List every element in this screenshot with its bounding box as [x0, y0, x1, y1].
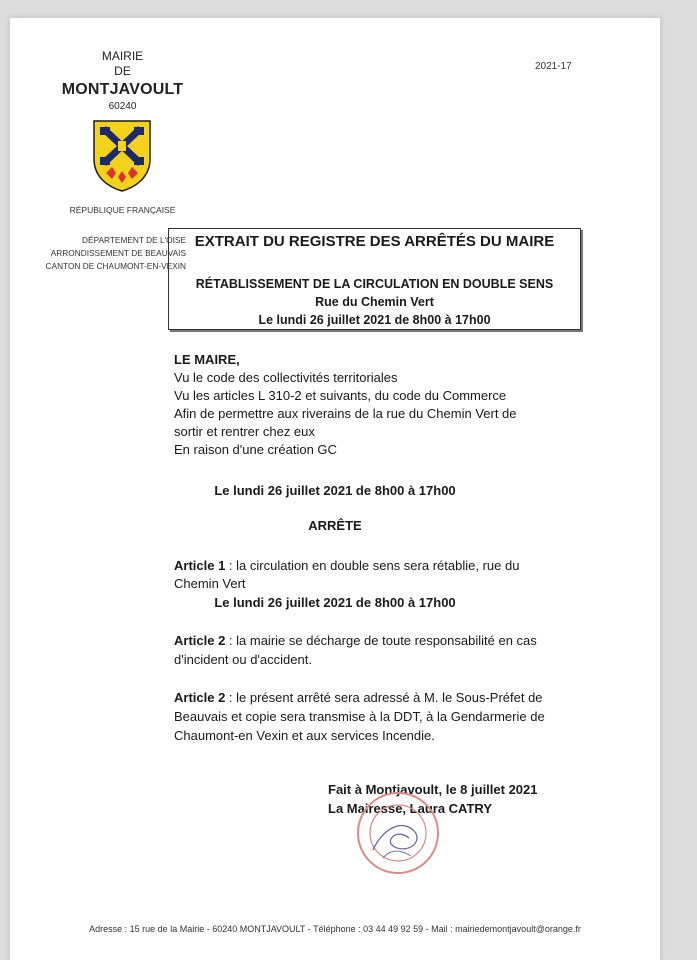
subject-line: RÉTABLISSEMENT DE LA CIRCULATION EN DOUBLE SENS	[195, 277, 554, 291]
document-page	[10, 18, 660, 960]
footer-address: Adresse : 15 rue de la Mairie - 60240 MONTJAVOULT - Téléphone : 03 44 49 92 59 - Mail : mairiedemontjavoult@orange.fr	[89, 924, 581, 934]
town-name: MONTJAVOULT	[61, 81, 184, 98]
preamble-line: Afin de permettre aux riverains de la rue du Chemin Vert de	[174, 406, 517, 421]
preamble-line: Vu les articles L 310-2 et suivants, du code du Commerce	[174, 388, 507, 403]
preamble-line: En raison d'une création GC	[174, 442, 337, 457]
article-label: Article 2	[174, 690, 226, 705]
article-label: Article 1	[174, 558, 226, 573]
article-text: : le présent arrêté sera adressé à M. le Sous-Préfet de	[225, 690, 543, 705]
reference-number: 2021-17	[535, 61, 572, 72]
de-label: DE	[114, 64, 131, 78]
preamble-line: sortir et rentrer chez eux	[174, 424, 315, 439]
article-text: Chemin Vert	[174, 576, 246, 591]
republique-label: RÉPUBLIQUE FRANÇAISE	[69, 205, 176, 215]
postcode: 60240	[108, 101, 137, 112]
preamble-date: Le lundi 26 juillet 2021 de 8h00 à 17h00	[214, 483, 456, 498]
dept-line: CANTON DE CHAUMONT-EN-VEXIN	[45, 261, 186, 271]
mairie-stamp-icon	[353, 788, 443, 878]
article-label: Article 2	[174, 633, 226, 648]
title-box	[168, 228, 581, 330]
article-1-date: Le lundi 26 juillet 2021 de 8h00 à 17h00	[214, 595, 456, 610]
preamble-heading: LE MAIRE,	[174, 352, 240, 367]
signature-signer: La Mairesse, Laura CATRY	[328, 801, 492, 816]
preamble-line: Vu le code des collectivités territoriales	[174, 370, 398, 385]
article-text: : la mairie se décharge de toute responsabilité en cas	[225, 633, 537, 648]
mairie-label: MAIRIE	[101, 49, 144, 63]
mairie-header	[10, 49, 235, 113]
document-title: EXTRAIT DU REGISTRE DES ARRÊTÉS DU MAIRE	[194, 233, 555, 250]
article-text: Chaumont-en Vexin et aux services Incendie.	[174, 728, 435, 743]
coat-of-arms-icon	[92, 119, 152, 193]
article-text: d'incident ou d'accident.	[174, 652, 312, 667]
signature-place-date: Fait à Montjavoult, le 8 juillet 2021	[328, 782, 538, 797]
street-line: Rue du Chemin Vert	[315, 295, 434, 309]
department-block	[30, 234, 186, 273]
article-text: : la circulation en double sens sera rétablie, rue du	[225, 558, 520, 573]
dept-line: DÉPARTEMENT DE L'OISE	[82, 235, 186, 245]
article-text: Beauvais et copie sera transmise à la DDT, à la Gendarmerie de	[174, 709, 545, 724]
article-1	[174, 558, 519, 573]
arrete-heading: ARRÊTE	[308, 518, 362, 533]
date-line: Le lundi 26 juillet 2021 de 8h00 à 17h00	[258, 313, 491, 327]
article-3	[174, 690, 543, 705]
article-2	[174, 633, 537, 648]
dept-line: ARRONDISSEMENT DE BEAUVAIS	[50, 248, 186, 258]
